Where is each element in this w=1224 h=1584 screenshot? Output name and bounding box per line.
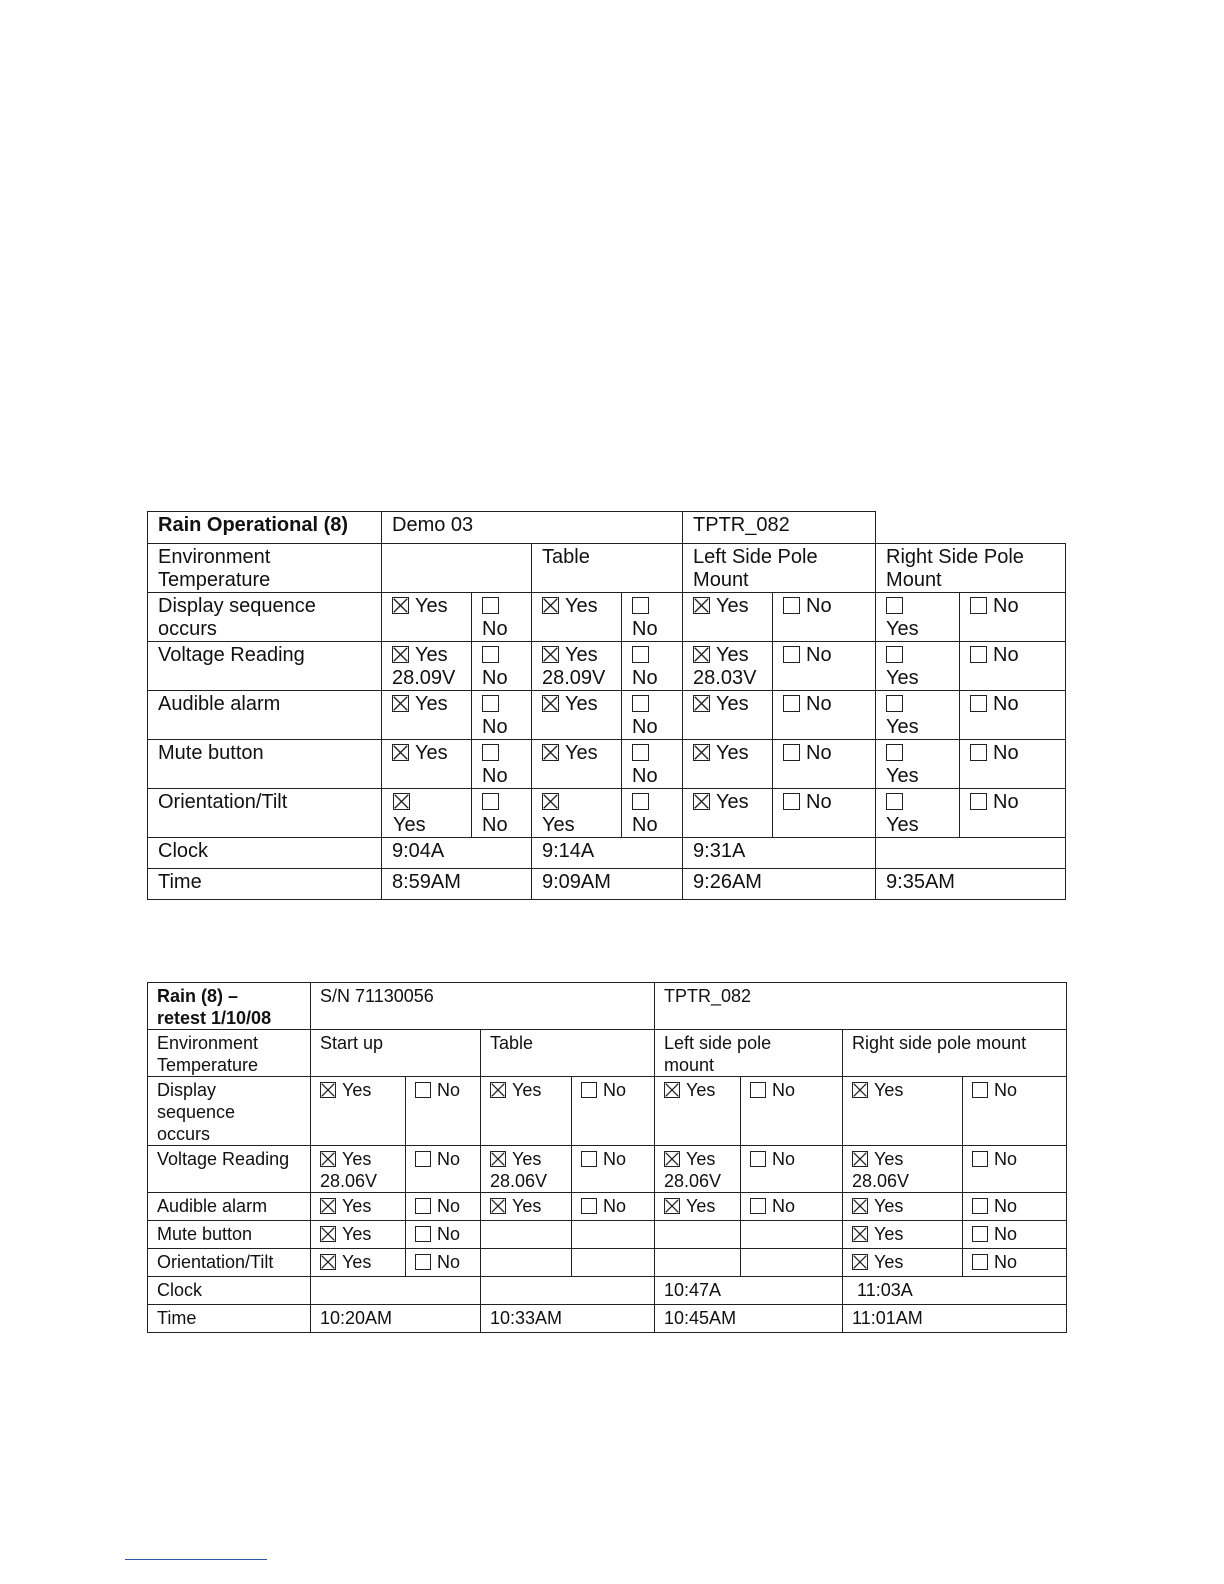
- table-row: [148, 691, 1066, 740]
- time-value: 10:45AM: [655, 1305, 843, 1333]
- row-label: Environment Temperature: [148, 544, 382, 593]
- clock-value: [876, 838, 1066, 869]
- env-col-3: Left side pole mount: [655, 1030, 843, 1077]
- voltage-value: 28.06V: [852, 1171, 910, 1191]
- empty-box-icon: [482, 597, 499, 614]
- x-box-icon: [542, 646, 559, 663]
- empty-cell: [741, 1221, 843, 1249]
- table-row: [148, 869, 1066, 900]
- no-checkbox[interactable]: No: [622, 593, 683, 642]
- env-col-1: Start up: [311, 1030, 481, 1077]
- x-box-icon: [490, 1151, 506, 1167]
- no-checkbox[interactable]: No: [963, 1221, 1067, 1249]
- yes-checkbox[interactable]: Yes: [876, 789, 960, 838]
- empty-box-icon: [783, 646, 800, 663]
- yes-checkbox[interactable]: Yes: [532, 593, 622, 642]
- voltage-value: 28.09V: [392, 667, 456, 689]
- no-checkbox[interactable]: No: [472, 740, 532, 789]
- empty-box-icon: [482, 695, 499, 712]
- x-box-icon: [693, 695, 710, 712]
- no-checkbox[interactable]: No: [622, 789, 683, 838]
- clock-value: 9:31A: [683, 838, 876, 869]
- table-row: [148, 1146, 1067, 1193]
- time-value: 9:35AM: [876, 869, 1066, 900]
- table-row: [148, 1305, 1067, 1333]
- yes-checkbox[interactable]: Yes: [843, 1193, 963, 1221]
- voltage-value: 28.06V: [320, 1171, 378, 1191]
- x-box-icon: [320, 1226, 336, 1242]
- device-name: S/N 71130056: [311, 983, 655, 1030]
- no-checkbox[interactable]: No: [773, 642, 876, 691]
- no-checkbox[interactable]: No: [622, 740, 683, 789]
- table-row: [148, 740, 1066, 789]
- empty-cell: [655, 1221, 741, 1249]
- x-box-icon: [392, 744, 409, 761]
- table-row: [148, 983, 1067, 1030]
- empty-box-icon: [972, 1198, 988, 1214]
- yes-checkbox[interactable]: Yes: [843, 1249, 963, 1277]
- no-checkbox[interactable]: No: [572, 1146, 655, 1193]
- yes-checkbox[interactable]: Yes: [655, 1077, 741, 1146]
- empty-box-icon: [972, 1082, 988, 1098]
- table-row: [148, 1277, 1067, 1305]
- no-checkbox[interactable]: No: [741, 1146, 843, 1193]
- yes-checkbox[interactable]: Yes: [876, 740, 960, 789]
- blank-cell: [876, 512, 1066, 544]
- x-box-icon: [664, 1151, 680, 1167]
- empty-box-icon: [750, 1151, 766, 1167]
- x-box-icon: [693, 793, 710, 810]
- table-row: [148, 789, 1066, 838]
- x-box-icon: [693, 744, 710, 761]
- empty-box-icon: [886, 744, 903, 761]
- yes-checkbox[interactable]: Yes: [683, 691, 773, 740]
- x-box-icon: [852, 1198, 868, 1214]
- empty-box-icon: [632, 695, 649, 712]
- empty-box-icon: [581, 1151, 597, 1167]
- x-box-icon: [392, 646, 409, 663]
- table-title: Rain Operational (8): [148, 512, 382, 544]
- no-checkbox[interactable]: No: [622, 691, 683, 740]
- x-box-icon: [542, 695, 559, 712]
- x-box-icon: [490, 1082, 506, 1098]
- env-col-4: Right side pole mount: [843, 1030, 1067, 1077]
- empty-box-icon: [482, 793, 499, 810]
- x-box-icon: [542, 597, 559, 614]
- no-checkbox[interactable]: No: [960, 691, 1066, 740]
- yes-checkbox[interactable]: Yes: [655, 1193, 741, 1221]
- clock-value: 9:14A: [532, 838, 683, 869]
- table-row: [148, 593, 1066, 642]
- row-label: Display sequence occurs: [148, 1077, 311, 1146]
- yes-checkbox[interactable]: Yes 28.09V: [382, 642, 472, 691]
- x-box-icon: [693, 597, 710, 614]
- no-checkbox[interactable]: No: [406, 1193, 481, 1221]
- empty-box-icon: [886, 695, 903, 712]
- no-checkbox[interactable]: No: [773, 691, 876, 740]
- empty-box-icon: [581, 1082, 597, 1098]
- yes-checkbox[interactable]: Yes: [311, 1077, 406, 1146]
- empty-box-icon: [886, 646, 903, 663]
- x-box-icon: [393, 793, 410, 810]
- x-box-icon: [852, 1254, 868, 1270]
- no-checkbox[interactable]: No: [963, 1146, 1067, 1193]
- device-name: Demo 03: [382, 512, 683, 544]
- row-label: Orientation/Tilt: [148, 1249, 311, 1277]
- table-row: [148, 1077, 1067, 1146]
- row-label: Voltage Reading: [148, 642, 382, 691]
- no-checkbox[interactable]: No: [572, 1077, 655, 1146]
- table-row: [148, 642, 1066, 691]
- table-row: [148, 1193, 1067, 1221]
- no-checkbox[interactable]: No: [406, 1146, 481, 1193]
- yes-checkbox[interactable]: Yes: [481, 1193, 572, 1221]
- yes-checkbox[interactable]: Yes: [311, 1221, 406, 1249]
- env-col-2: Table: [532, 544, 683, 593]
- yes-checkbox[interactable]: Yes: [481, 1077, 572, 1146]
- row-label: Environment Temperature: [148, 1030, 311, 1077]
- yes-checkbox[interactable]: Yes: [683, 593, 773, 642]
- yes-checkbox[interactable]: Yes: [532, 789, 622, 838]
- empty-box-icon: [415, 1254, 431, 1270]
- x-box-icon: [693, 646, 710, 663]
- empty-box-icon: [783, 744, 800, 761]
- yes-checkbox[interactable]: Yes: [532, 691, 622, 740]
- empty-box-icon: [970, 793, 987, 810]
- empty-box-icon: [632, 646, 649, 663]
- empty-box-icon: [970, 695, 987, 712]
- footnote-separator: [125, 1559, 267, 1560]
- no-checkbox[interactable]: No: [472, 691, 532, 740]
- x-box-icon: [852, 1226, 868, 1242]
- yes-checkbox[interactable]: Yes 28.06V: [481, 1146, 572, 1193]
- x-box-icon: [664, 1082, 680, 1098]
- empty-box-icon: [750, 1082, 766, 1098]
- no-checkbox[interactable]: No: [622, 642, 683, 691]
- x-box-icon: [392, 597, 409, 614]
- empty-cell: [572, 1249, 655, 1277]
- row-label: Voltage Reading: [148, 1146, 311, 1193]
- clock-value: 9:04A: [382, 838, 532, 869]
- empty-box-icon: [482, 646, 499, 663]
- device-name-2: TPTR_082: [655, 983, 1067, 1030]
- no-checkbox[interactable]: No: [406, 1221, 481, 1249]
- yes-checkbox[interactable]: Yes: [843, 1077, 963, 1146]
- table-row: [148, 1221, 1067, 1249]
- row-label: Mute button: [148, 740, 382, 789]
- empty-cell: [481, 1249, 572, 1277]
- yes-checkbox[interactable]: Yes: [843, 1221, 963, 1249]
- clock-value: [311, 1277, 481, 1305]
- x-box-icon: [852, 1082, 868, 1098]
- empty-box-icon: [783, 597, 800, 614]
- yes-checkbox[interactable]: Yes: [311, 1249, 406, 1277]
- no-checkbox[interactable]: No: [741, 1077, 843, 1146]
- x-box-icon: [490, 1198, 506, 1214]
- env-col-3: Left Side Pole Mount: [683, 544, 876, 593]
- empty-box-icon: [972, 1226, 988, 1242]
- empty-box-icon: [415, 1226, 431, 1242]
- empty-box-icon: [632, 793, 649, 810]
- table-title: Rain (8) – retest 1/10/08: [148, 983, 311, 1030]
- time-value: 10:20AM: [311, 1305, 481, 1333]
- no-checkbox[interactable]: No: [472, 789, 532, 838]
- no-checkbox[interactable]: No: [472, 642, 532, 691]
- yes-checkbox[interactable]: Yes 28.09V: [532, 642, 622, 691]
- empty-box-icon: [783, 793, 800, 810]
- no-checkbox[interactable]: No: [963, 1193, 1067, 1221]
- empty-cell: [741, 1249, 843, 1277]
- x-box-icon: [852, 1151, 868, 1167]
- row-label: Orientation/Tilt: [148, 789, 382, 838]
- row-label: Clock: [148, 838, 382, 869]
- empty-box-icon: [970, 597, 987, 614]
- no-checkbox[interactable]: No: [963, 1249, 1067, 1277]
- table-row: [148, 512, 1066, 544]
- x-box-icon: [392, 695, 409, 712]
- time-value: 10:33AM: [481, 1305, 655, 1333]
- no-checkbox[interactable]: No: [960, 789, 1066, 838]
- empty-box-icon: [415, 1198, 431, 1214]
- yes-checkbox[interactable]: Yes: [311, 1193, 406, 1221]
- no-checkbox[interactable]: No: [406, 1077, 481, 1146]
- env-col-4: Right Side Pole Mount: [876, 544, 1066, 593]
- clock-value: [481, 1277, 655, 1305]
- x-box-icon: [664, 1198, 680, 1214]
- clock-value: 10:47A: [655, 1277, 843, 1305]
- yes-checkbox[interactable]: Yes 28.06V: [843, 1146, 963, 1193]
- rain-retest-table: [147, 982, 1067, 1333]
- empty-box-icon: [886, 793, 903, 810]
- x-box-icon: [542, 793, 559, 810]
- empty-box-icon: [415, 1082, 431, 1098]
- empty-box-icon: [581, 1198, 597, 1214]
- no-checkbox[interactable]: No: [960, 740, 1066, 789]
- yes-checkbox[interactable]: Yes: [876, 691, 960, 740]
- empty-cell: [655, 1249, 741, 1277]
- time-value: 8:59AM: [382, 869, 532, 900]
- voltage-value: 28.06V: [664, 1171, 722, 1191]
- no-checkbox[interactable]: No: [741, 1193, 843, 1221]
- no-checkbox[interactable]: No: [472, 593, 532, 642]
- voltage-value: 28.09V: [542, 667, 606, 689]
- yes-checkbox[interactable]: Yes: [382, 789, 472, 838]
- yes-checkbox[interactable]: Yes 28.06V: [655, 1146, 741, 1193]
- no-checkbox[interactable]: No: [572, 1193, 655, 1221]
- rain-operational-table: [147, 511, 1066, 900]
- x-box-icon: [320, 1254, 336, 1270]
- voltage-value: 28.06V: [490, 1171, 548, 1191]
- no-checkbox[interactable]: No: [406, 1249, 481, 1277]
- row-label: Audible alarm: [148, 1193, 311, 1221]
- empty-box-icon: [632, 597, 649, 614]
- env-col-2: Table: [481, 1030, 655, 1077]
- yes-checkbox[interactable]: Yes: [683, 789, 773, 838]
- table-row: [148, 1030, 1067, 1077]
- device-name-2: TPTR_082: [683, 512, 876, 544]
- empty-box-icon: [415, 1151, 431, 1167]
- empty-cell: [481, 1221, 572, 1249]
- clock-value: 11:03A: [843, 1277, 1067, 1305]
- voltage-value: 28.03V: [693, 667, 757, 689]
- empty-cell: [572, 1221, 655, 1249]
- empty-box-icon: [783, 695, 800, 712]
- x-box-icon: [542, 744, 559, 761]
- table-row: [148, 838, 1066, 869]
- env-col-1: [382, 544, 532, 593]
- no-checkbox[interactable]: No: [960, 593, 1066, 642]
- time-value: 9:26AM: [683, 869, 876, 900]
- no-checkbox[interactable]: No: [773, 593, 876, 642]
- yes-checkbox[interactable]: Yes: [382, 740, 472, 789]
- time-value: 11:01AM: [843, 1305, 1067, 1333]
- yes-checkbox[interactable]: Yes: [876, 593, 960, 642]
- yes-checkbox[interactable]: Yes: [382, 691, 472, 740]
- row-label: Mute button: [148, 1221, 311, 1249]
- yes-checkbox[interactable]: Yes 28.06V: [311, 1146, 406, 1193]
- empty-box-icon: [972, 1151, 988, 1167]
- row-label: Time: [148, 869, 382, 900]
- yes-checkbox[interactable]: Yes 28.03V: [683, 642, 773, 691]
- time-value: 9:09AM: [532, 869, 683, 900]
- row-label: Display sequence occurs: [148, 593, 382, 642]
- empty-box-icon: [970, 646, 987, 663]
- table-row: [148, 544, 1066, 593]
- empty-box-icon: [886, 597, 903, 614]
- empty-box-icon: [970, 744, 987, 761]
- yes-checkbox[interactable]: Yes: [532, 740, 622, 789]
- row-label: Audible alarm: [148, 691, 382, 740]
- yes-checkbox[interactable]: Yes: [683, 740, 773, 789]
- empty-box-icon: [482, 744, 499, 761]
- empty-box-icon: [972, 1254, 988, 1270]
- row-label: Clock: [148, 1277, 311, 1305]
- no-checkbox[interactable]: No: [960, 642, 1066, 691]
- no-checkbox[interactable]: No: [773, 789, 876, 838]
- no-checkbox[interactable]: No: [773, 740, 876, 789]
- empty-box-icon: [632, 744, 649, 761]
- empty-box-icon: [750, 1198, 766, 1214]
- x-box-icon: [320, 1151, 336, 1167]
- x-box-icon: [320, 1082, 336, 1098]
- table-row: [148, 1249, 1067, 1277]
- no-checkbox[interactable]: No: [963, 1077, 1067, 1146]
- row-label: Time: [148, 1305, 311, 1333]
- yes-checkbox[interactable]: Yes: [876, 642, 960, 691]
- x-box-icon: [320, 1198, 336, 1214]
- yes-checkbox[interactable]: Yes: [382, 593, 472, 642]
